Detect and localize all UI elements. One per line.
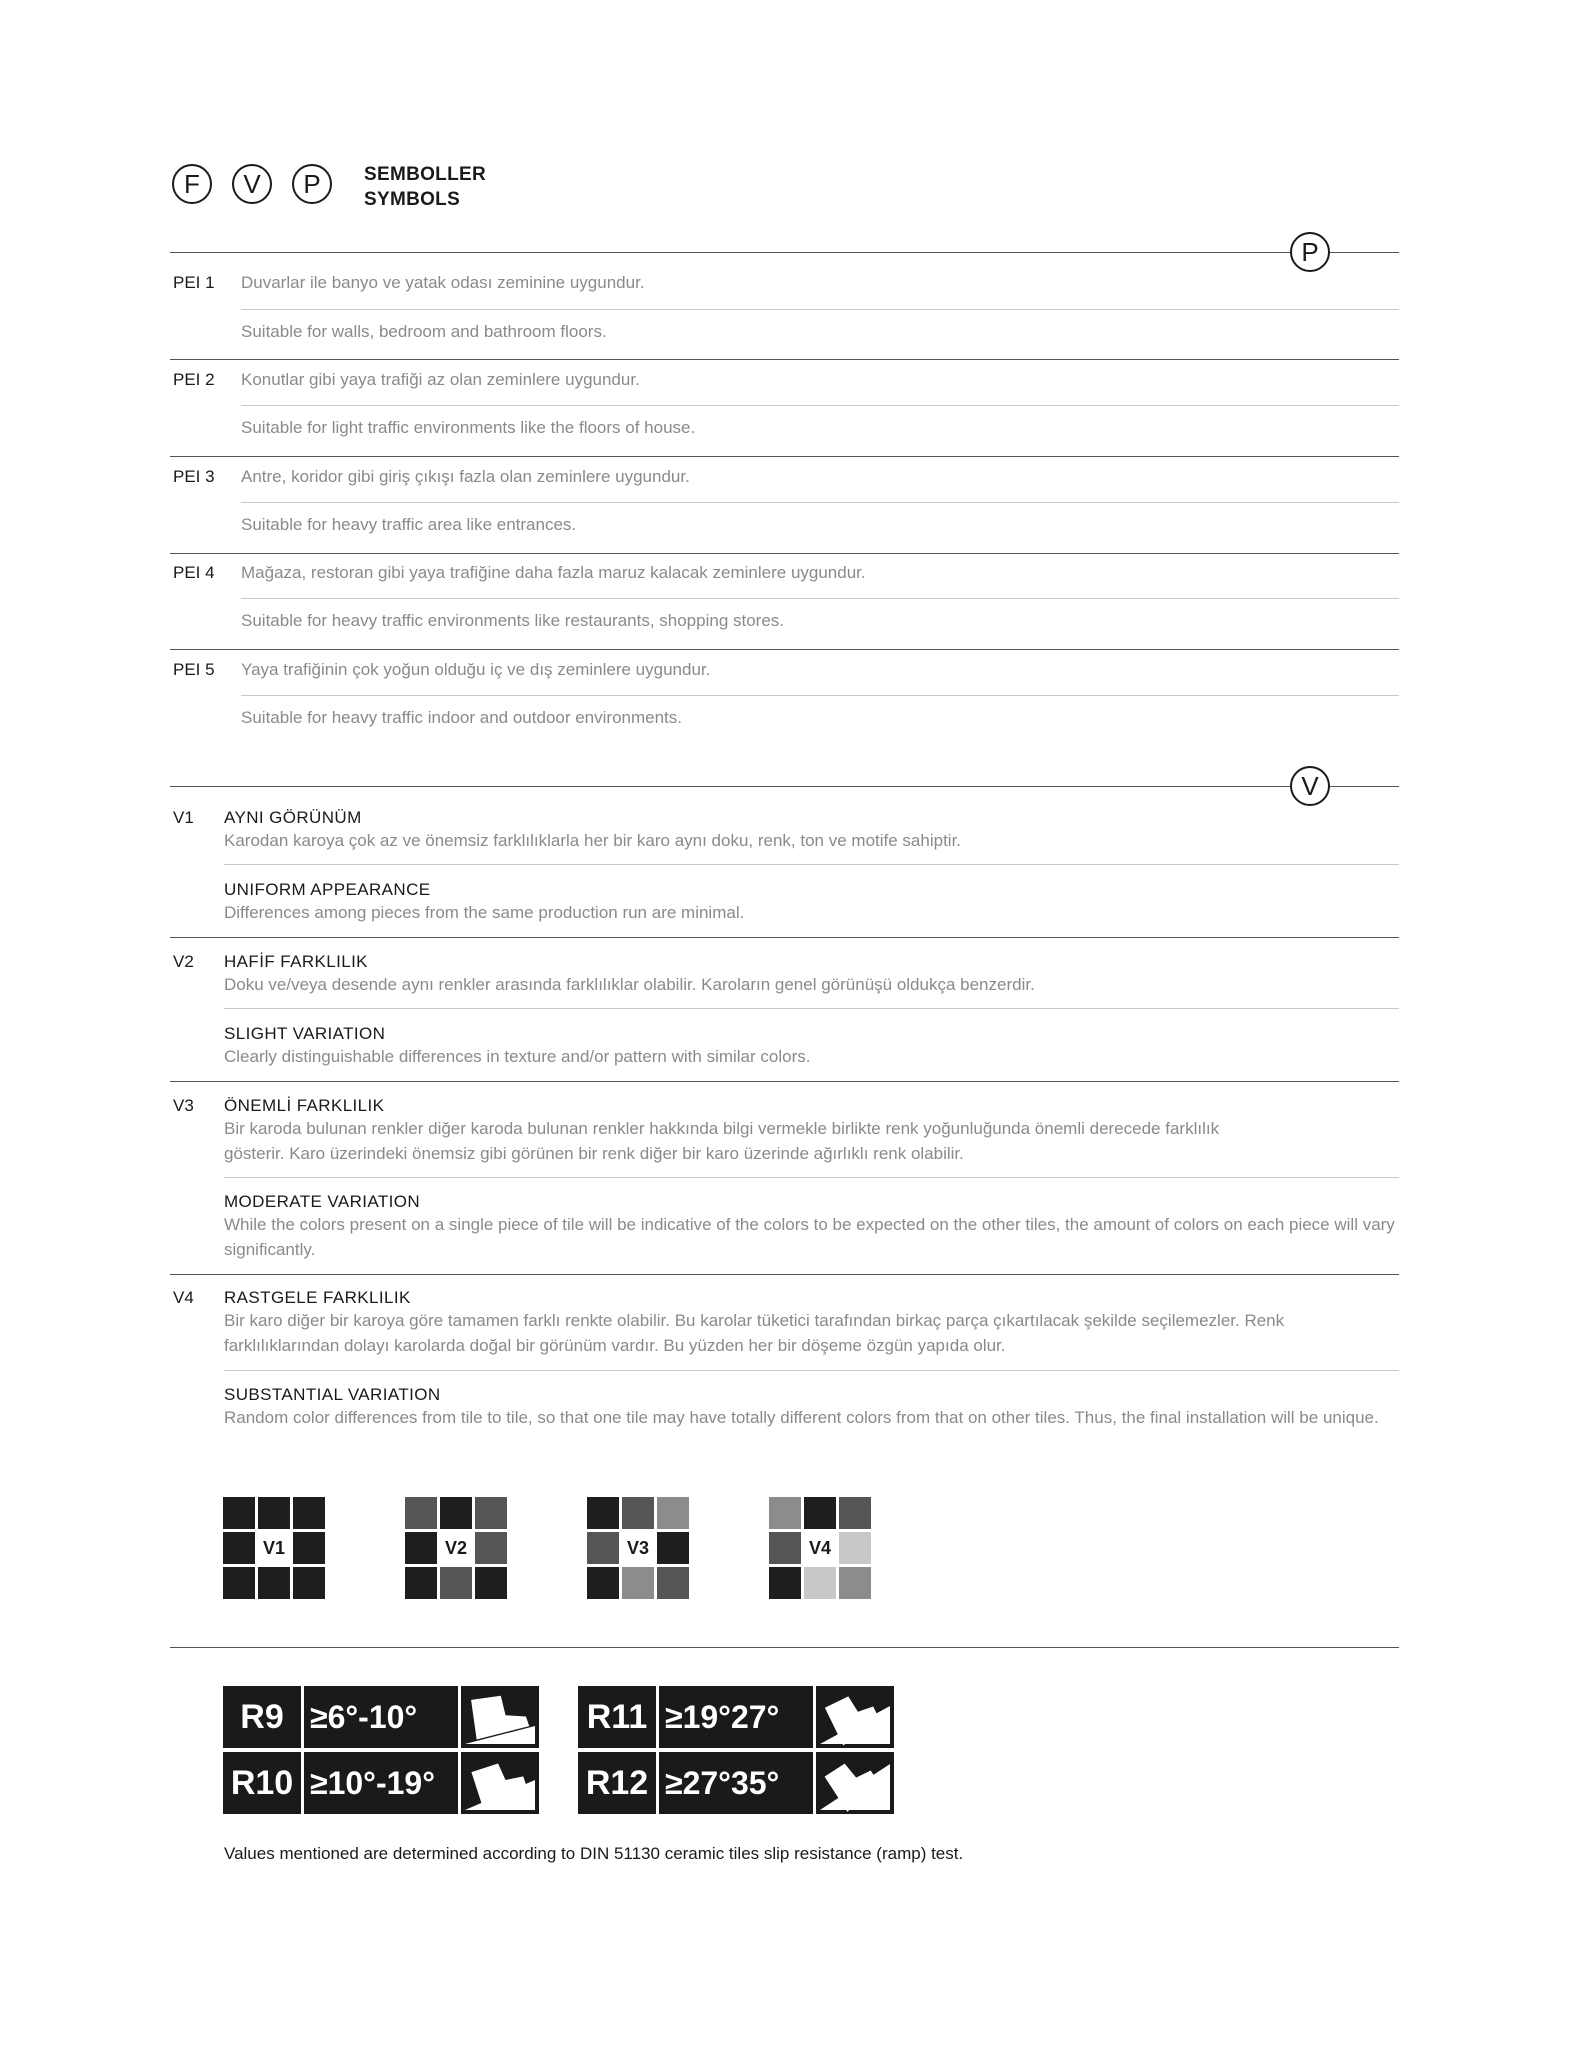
v-symbol-icon: V	[232, 164, 272, 204]
divider	[224, 1008, 1399, 1009]
tile-square	[839, 1567, 871, 1599]
v-title-tr: RASTGELE FARKLILIK	[224, 1288, 411, 1307]
v-text-tr: Bir karo diğer bir karoya göre tamamen farklı renkte olabilir. Bu karolar tüketici tarafından birkaç parça çıkartılacak şekilde seçilemezler. Renk farklılıklarından dolayı karolarda doğal bir görünüm vardır. Bu yüzden her bir döşeme özgün yapıda olur.	[224, 1311, 1285, 1355]
v-title-tr: HAFİF FARKLILIK	[224, 952, 368, 971]
f-symbol-icon: F	[172, 164, 212, 204]
pei-code: PEI 4	[173, 563, 215, 582]
tile-square	[293, 1567, 325, 1599]
tile-square	[223, 1567, 255, 1599]
tile-square	[804, 1567, 836, 1599]
r11-code: R11	[578, 1686, 656, 1748]
r11-shoe-icon	[816, 1686, 894, 1748]
tile-square	[293, 1532, 325, 1564]
tile-square	[475, 1532, 507, 1564]
v-title-en: UNIFORM APPEARANCE	[224, 880, 431, 899]
tile-label: V1	[262, 1537, 286, 1558]
divider	[170, 456, 1399, 457]
tile-square	[405, 1532, 437, 1564]
v-section-rule	[170, 786, 1399, 787]
tile-square	[587, 1497, 619, 1529]
divider	[170, 1081, 1399, 1082]
tile-square	[258, 1497, 290, 1529]
tile-square	[769, 1567, 801, 1599]
tile-square	[839, 1532, 871, 1564]
r12-code: R12	[578, 1752, 656, 1814]
tile-square	[587, 1567, 619, 1599]
pei-section-rule	[170, 252, 1399, 253]
tile-square	[622, 1567, 654, 1599]
tile-square	[440, 1567, 472, 1599]
tile-square	[223, 1532, 255, 1564]
divider	[241, 309, 1399, 310]
tile-label: V4	[808, 1537, 832, 1558]
pei-text-tr: Mağaza, restoran gibi yaya trafiğine daha fazla maruz kalacak zeminlere uygundur.	[241, 563, 866, 582]
tile-square	[475, 1497, 507, 1529]
pei-text-tr: Duvarlar ile banyo ve yatak odası zeminine uygundur.	[241, 273, 645, 292]
tile-square	[258, 1567, 290, 1599]
v3-tile-icon	[587, 1497, 689, 1599]
tile-square	[657, 1567, 689, 1599]
v-title-en: SUBSTANTIAL VARIATION	[224, 1385, 441, 1404]
tile-square	[405, 1497, 437, 1529]
p-symbol-icon: P	[292, 164, 332, 204]
tile-square	[293, 1497, 325, 1529]
divider	[241, 405, 1399, 406]
v-code: V2	[173, 952, 194, 971]
pei-text-en: Suitable for walls, bedroom and bathroom floors.	[241, 322, 607, 341]
divider	[170, 359, 1399, 360]
v-code: V3	[173, 1096, 194, 1115]
footnote: Values mentioned are determined according to DIN 51130 ceramic tiles slip resistance (ramp) test.	[224, 1844, 964, 1863]
tile-square	[769, 1497, 801, 1529]
divider	[170, 1274, 1399, 1275]
v2-tile-icon	[405, 1497, 507, 1599]
r10-shoe-icon	[461, 1752, 539, 1814]
r9-code: R9	[223, 1686, 301, 1748]
r11-angle: ≥19°27°	[659, 1686, 813, 1748]
v-text-tr: Bir karoda bulunan renkler diğer karoda bulunan renkler hakkında bilgi vermekle birlikte renk yoğunluğunda önemli derecede farklılık gösterir. Karo üzerindeki önemsiz gibi görünen bir renk diğer bir karo üzerinde ağırlıklı renk olabilir.	[224, 1119, 1220, 1163]
tile-square	[405, 1567, 437, 1599]
divider	[241, 502, 1399, 503]
divider	[241, 598, 1399, 599]
tile-square	[839, 1497, 871, 1529]
r12-shoe-icon	[816, 1752, 894, 1814]
v-text-tr: Karodan karoya çok az ve önemsiz farklılıklarla her bir karo aynı doku, renk, ton ve motife sahiptir.	[224, 831, 962, 850]
divider	[241, 695, 1399, 696]
header-title-tr: SEMBOLLER	[364, 164, 486, 185]
v-title-tr: AYNI GÖRÜNÜM	[224, 808, 362, 827]
pei-text-en: Suitable for heavy traffic environments like restaurants, shopping stores.	[241, 611, 785, 630]
tile-square	[587, 1532, 619, 1564]
tile-square	[622, 1497, 654, 1529]
divider	[170, 649, 1399, 650]
tile-label: V2	[444, 1537, 468, 1558]
pei-code: PEI 2	[173, 370, 215, 389]
pei-text-en: Suitable for light traffic environments like the floors of house.	[241, 418, 696, 437]
v1-tile-icon	[223, 1497, 325, 1599]
v-text-tr: Doku ve/veya desende aynı renkler arasında farklılıklar olabilir. Karoların genel görünüşü oldukça benzerdir.	[224, 975, 1035, 994]
tile-square	[657, 1497, 689, 1529]
tile-square	[769, 1532, 801, 1564]
pei-text-en: Suitable for heavy traffic indoor and outdoor environments.	[241, 708, 683, 727]
pei-text-en: Suitable for heavy traffic area like entrances.	[241, 515, 577, 534]
v4-tile-icon	[769, 1497, 871, 1599]
divider	[170, 553, 1399, 554]
tile-square	[657, 1532, 689, 1564]
v-text-en: Clearly distinguishable differences in texture and/or pattern with similar colors.	[224, 1047, 811, 1066]
pei-text-tr: Antre, koridor gibi giriş çıkışı fazla olan zeminlere uygundur.	[241, 467, 690, 486]
r12-angle: ≥27°35°	[659, 1752, 813, 1814]
tile-label: V3	[626, 1537, 650, 1558]
pei-code: PEI 3	[173, 467, 215, 486]
header-title-en: SYMBOLS	[364, 189, 461, 210]
v-symbol-icon: V	[1290, 766, 1330, 806]
v-title-tr: ÖNEMLİ FARKLILIK	[224, 1096, 385, 1115]
v-text-en: Random color differences from tile to tile, so that one tile may have totally different colors from that on other tiles. Thus, the final installation will be unique.	[224, 1408, 1379, 1427]
pei-text-tr: Konutlar gibi yaya trafiği az olan zeminlere uygundur.	[241, 370, 640, 389]
p-symbol-icon: P	[1290, 232, 1330, 272]
pei-code: PEI 5	[173, 660, 215, 679]
r9-shoe-icon	[461, 1686, 539, 1748]
slip-section-rule	[170, 1647, 1399, 1648]
divider	[224, 864, 1399, 865]
tile-square	[804, 1497, 836, 1529]
tile-square	[475, 1567, 507, 1599]
tile-square	[223, 1497, 255, 1529]
v-code: V4	[173, 1288, 194, 1307]
divider	[224, 1370, 1399, 1371]
v-text-en: Differences among pieces from the same production run are minimal.	[224, 903, 745, 922]
divider	[224, 1177, 1399, 1178]
r10-angle: ≥10°-19°	[304, 1752, 458, 1814]
v-code: V1	[173, 808, 194, 827]
divider	[170, 937, 1399, 938]
pei-code: PEI 1	[173, 273, 215, 292]
tile-square	[440, 1497, 472, 1529]
pei-text-tr: Yaya trafiğinin çok yoğun olduğu iç ve dış zeminlere uygundur.	[241, 660, 711, 679]
r10-code: R10	[223, 1752, 301, 1814]
v-title-en: MODERATE VARIATION	[224, 1192, 421, 1211]
v-text-en: While the colors present on a single piece of tile will be indicative of the colors to be expected on the other tiles, the amount of colors on each piece will vary significantly.	[224, 1215, 1395, 1259]
r9-angle: ≥6°-10°	[304, 1686, 458, 1748]
v-title-en: SLIGHT VARIATION	[224, 1024, 386, 1043]
